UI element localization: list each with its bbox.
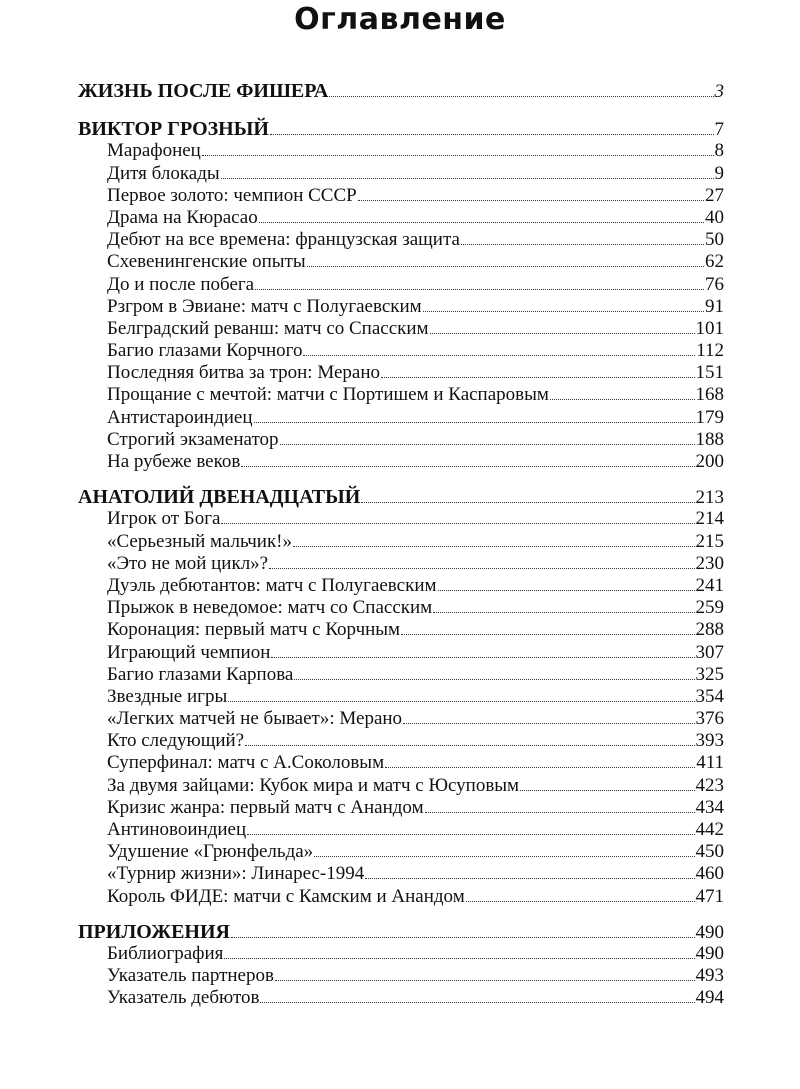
toc-page-number: 471 [695,885,724,907]
toc-page-number: 213 [695,487,724,509]
toc-entry[interactable] [78,775,724,797]
toc-entry[interactable] [78,508,724,530]
toc-page-number: 101 [695,317,724,339]
dot-leader [255,289,704,290]
toc-entry-title: За двумя зайцами: Кубок мира и матч с Юсуповым [107,774,520,796]
toc-page-number: 215 [695,530,724,552]
dot-leader [293,546,695,547]
toc-section [78,921,724,1010]
toc-page-number: 259 [695,597,724,619]
toc-part-title: ЖИЗНЬ ПОСЛЕ ФИШЕРА [78,80,329,102]
dot-leader [430,333,695,334]
toc-entry-title: Кризис жанра: первый матч с Анандом [107,796,424,818]
dot-leader [433,612,694,613]
toc-page-number: 460 [695,863,724,885]
toc-page-number: 325 [695,663,724,685]
toc-entry-title: Багио глазами Корчного [107,340,303,362]
toc-page-number: 9 [714,162,724,184]
toc-part-heading[interactable] [78,118,724,140]
toc-page-number: 494 [695,987,724,1009]
dot-leader [403,723,694,724]
dot-leader [280,444,695,445]
toc-page-number: 179 [695,406,724,428]
toc-entry-title: Игрок от Бога [107,508,221,530]
toc-entry[interactable] [78,730,724,752]
toc-entry[interactable] [78,752,724,774]
dot-leader [361,502,694,503]
toc-entry[interactable] [78,407,724,429]
toc-entry[interactable] [78,207,724,229]
toc-page-number: 214 [695,508,724,530]
toc-section [78,486,724,908]
toc-page-number: 50 [705,229,724,251]
dot-leader [231,937,695,938]
toc-page-number: 8 [714,140,724,162]
toc-entry[interactable] [78,553,724,575]
toc-entry-title: Указатель партнеров [107,965,274,987]
toc-page-number: 493 [695,965,724,987]
toc-entry[interactable] [78,274,724,296]
toc-page-number: 3 [714,81,724,102]
toc-page-number: 434 [695,796,724,818]
dot-leader [438,590,695,591]
toc-entry[interactable] [78,886,724,908]
toc-entry[interactable] [78,575,724,597]
toc-entry-title: Антистароиндиец [107,406,253,428]
toc-page-number: 450 [695,841,724,863]
toc-entry[interactable] [78,619,724,641]
toc-page-number: 230 [695,552,724,574]
page-title: Оглавление [294,2,506,37]
dot-leader [254,422,695,423]
dot-leader [260,1002,694,1003]
toc-page-number: 168 [695,384,724,406]
toc-entry-title: Коронация: первый матч с Корчным [107,619,401,641]
toc-entry[interactable] [78,642,724,664]
dot-leader [307,266,704,267]
dot-leader [425,812,695,813]
toc-entry[interactable] [78,384,724,406]
toc-entry[interactable] [78,664,724,686]
toc-entry-title: На рубеже веков [107,451,241,472]
toc-page-number: 393 [695,730,724,752]
toc-entry-title: Библиография [107,942,224,964]
toc-entry-title: Антиновоиндиец [107,819,247,840]
dot-leader [314,856,694,857]
toc-entry[interactable] [78,185,724,207]
toc-entry[interactable] [78,296,724,318]
toc-page-number: 7 [714,119,724,141]
toc-page-number: 354 [695,685,724,707]
dot-leader [221,523,694,524]
toc-page-number: 151 [695,362,724,384]
toc-entry-title: Суперфинал: матч с А.Соколовым [107,752,385,774]
toc-entry-title: Указатель дебютов [107,987,260,1009]
dot-leader [303,355,695,356]
dot-leader [550,399,695,400]
toc-entry-title: «Легких матчей не бывает»: Мерано [107,708,403,730]
toc-entry[interactable] [78,318,724,340]
toc-entry[interactable] [78,531,724,553]
toc-entry[interactable] [78,451,724,473]
toc-entry[interactable] [78,708,724,730]
toc-page-number: 188 [695,428,724,450]
dot-leader [423,311,704,312]
toc-page-number: 288 [695,619,724,641]
toc-entry[interactable] [78,819,724,841]
toc-entry[interactable] [78,987,724,1009]
dot-leader [271,657,694,658]
toc-part-heading[interactable] [78,921,724,943]
toc-entry[interactable] [78,686,724,708]
toc-page-number: 27 [705,184,724,206]
toc-entry-title: Драма на Кюрасао [107,206,258,228]
toc-entry-title: Багио глазами Карпова [107,663,294,685]
toc-entry[interactable] [78,163,724,185]
toc-entry[interactable] [78,140,724,162]
dot-leader [224,958,694,959]
toc-entry-title: Удушение «Грюнфельда» [107,841,314,863]
toc-entry-title: Играющий чемпион [107,641,271,663]
toc-entry[interactable] [78,943,724,965]
toc-page-number: 423 [695,774,724,796]
toc-page-number: 62 [705,251,724,273]
table-of-contents [78,80,724,1023]
toc-section [78,80,724,102]
toc-entry-title: Дуэль дебютантов: матч с Полугаевским [107,574,437,596]
toc-entry-title: Дебют на все времена: французская защита [107,229,460,251]
dot-leader [294,679,694,680]
toc-entry[interactable] [78,229,724,251]
toc-entry-title: Белградский реванш: матч со Спасским [107,317,429,339]
toc-entry[interactable] [78,362,724,384]
dot-leader [228,701,694,702]
toc-entry-title: «Серьезный мальчик!» [107,530,292,552]
toc-entry-title: Рзгром в Эвиане: матч с Полугаевским [107,295,422,317]
toc-entry-title: Марафонец [107,140,201,162]
dot-leader [275,980,695,981]
toc-page-number: 76 [705,273,724,295]
toc-entry[interactable] [78,797,724,819]
toc-part-title: ПРИЛОЖЕНИЯ [78,920,230,943]
toc-entry-title: До и после побега [107,273,255,295]
toc-entry[interactable] [78,965,724,987]
toc-entry[interactable] [78,863,724,885]
toc-entry-title: Строгий экзаменатор [107,428,279,450]
dot-leader [466,901,695,902]
toc-entry[interactable] [78,841,724,863]
toc-page-number: 200 [695,451,724,472]
toc-page-number: 112 [696,340,724,362]
dot-leader [221,178,714,179]
toc-entry-title: Кто следующий? [107,730,245,752]
dot-leader [520,790,694,791]
toc-entry[interactable] [78,251,724,273]
dot-leader [385,767,695,768]
dot-leader [245,745,694,746]
toc-entry[interactable] [78,340,724,362]
toc-page-number: 442 [695,819,724,840]
toc-part-title: ВИКТОР ГРОЗНЫЙ [78,118,269,141]
dot-leader [269,568,694,569]
dot-leader [401,634,694,635]
dot-leader [358,200,704,201]
toc-page-number: 91 [705,295,724,317]
toc-section [78,118,724,473]
dot-leader [270,134,714,135]
toc-page-number: 40 [705,206,724,228]
toc-entry-title: Король ФИДЕ: матчи с Камским и Анандом [107,885,465,907]
dot-leader [241,466,694,467]
toc-entry-title: Дитя блокады [107,162,220,184]
toc-page-number: 307 [695,641,724,663]
toc-entry[interactable] [78,597,724,619]
dot-leader [365,878,694,879]
toc-entry-title: Схевенингенские опыты [107,251,306,273]
toc-entry-title: Последняя битва за трон: Мерано [107,362,380,384]
toc-page-number: 411 [696,752,724,774]
dot-leader [329,96,713,97]
dot-leader [247,834,694,835]
toc-entry-title: «Турнир жизни»: Линарес-1994 [107,863,365,885]
toc-page-number: 490 [695,942,724,964]
toc-page-number: 241 [695,574,724,596]
toc-entry-title: «Это не мой цикл»? [107,552,269,574]
dot-leader [202,155,714,156]
dot-leader [461,244,704,245]
toc-page-number: 490 [695,921,724,943]
toc-part-title: АНАТОЛИЙ ДВЕНАДЦАТЫЙ [78,486,361,509]
dot-leader [381,377,695,378]
toc-entry-title: Звездные игры [107,685,228,707]
toc-part-heading[interactable] [78,486,724,508]
toc-part-heading[interactable] [78,80,724,102]
toc-entry-title: Прощание с мечтой: матчи с Портишем и Каспаровым [107,384,549,406]
dot-leader [259,222,704,223]
toc-entry-title: Первое золото: чемпион СССР [107,184,357,206]
toc-page-number: 376 [695,708,724,730]
toc-entry-title: Прыжок в неведомое: матч со Спасским [107,597,433,619]
toc-entry[interactable] [78,429,724,451]
